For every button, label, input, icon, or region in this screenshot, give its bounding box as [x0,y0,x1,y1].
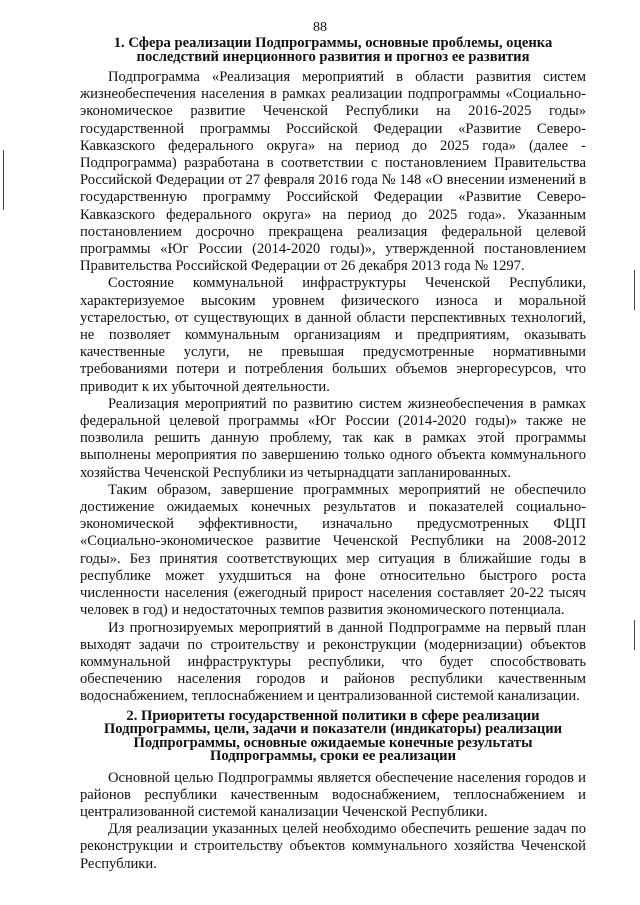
paragraph: Из прогнозируемых мероприятий в данной Подпрограмме на первый план выходят задачи по строительству и реконструкции (модернизации) объектов коммунальной инфраструктуры республики, что будет способствовать обеспечению населения городов и районов республики качественным водоснабжением, теплоснабжением и централизованной системой канализации. [80,619,586,705]
paragraph: Реализация мероприятий по развитию систем жизнеобеспечения в рамках федеральной целевой программы «Юг России (2014-2020 годы)» также не позволила решить данную проблему, так как в рамках этой программы выполнены мероприятия по завершению только одного объекта коммунального хозяйства Чеченской Республики из четырнадцати запланированных. [80,395,586,481]
paragraph: Для реализации указанных целей необходимо обеспечить решение задач по реконструкции и строительству объектов коммунального хозяйства Чеченской Республики. [80,821,586,872]
paragraph: Основной целью Подпрограммы является обеспечение населения городов и районов республики качественным водоснабжением, теплоснабжением и централизованной системой канализации Чеченской Республики. [80,769,586,820]
section-heading-2: 2. Приоритеты государственной политики в сфере реализации Подпрограммы, цели, задачи и показатели (индикаторы) реализации Подпрограммы, основные ожидаемые конечные результаты Подпрограммы, сроки ее реализации [103,707,563,765]
scan-margin-mark [3,150,4,210]
paragraph: Подпрограмма «Реализация мероприятий в области развития систем жизнеобеспечения населения в рамках реализации подпрограммы «Социально-экономическое развитие Чеченской Республики на 2016-2025 годы» государственной программы Российской Федерации «Развитие Северо-Кавказского федерального округа» на период до 2025 года» (далее - Подпрограмма) разработана в соответствии с постановлением Правительства Российской Федерации от 27 февраля 2016 года № 148 «О внесении изменений в государственную программу Российской Федерации «Развитие Северо-Кавказского федерального округа» на период до 2025 года». Указанным постановлением досрочно прекращена реализация федеральной целевой программы «Юг России (2014-2020 годы)», утвержденной постановлением Правительства Российской Федерации от 26 декабря 2013 года № 1297. [80,69,586,275]
scan-margin-mark [634,270,635,310]
scan-margin-mark [634,620,635,650]
paragraph: Состояние коммунальной инфраструктуры Чеченской Республики, характеризуемое высоким уровнем физического износа и моральной устарелостью, от существующих в данной области перспективных технологий, не позволяет коммунальным организациям и предприятиям, оказывать качественные услуги, не превышая предусмотренные нормативными требованиями потери и потребления больших объемов энергоресурсов, что приводит к их убыточной деятельности. [80,275,586,395]
paragraph: Таким образом, завершение программных мероприятий не обеспечило достижение ожидаемых конечных результатов и показателей социально-экономической эффективности, изначально предусмотренных ФЦП «Социально-экономическое развитие Чеченской Республики на 2008-2012 годы». Без принятия соответствующих мер ситуация в ближайшие годы в республике может ухудшиться на фоне относительно быстрого роста численности населения (ежегодный прирост населения составляет 20-22 тысяч человек в год) и недостаточных темпов развития экономического потенциала. [80,481,586,619]
document-body [80,36,586,873]
page-number: 88 [313,20,327,35]
section-heading-1: 1. Сфера реализации Подпрограммы, основные проблемы, оценка последствий инерционного развития и прогноз ее развития [113,35,553,65]
